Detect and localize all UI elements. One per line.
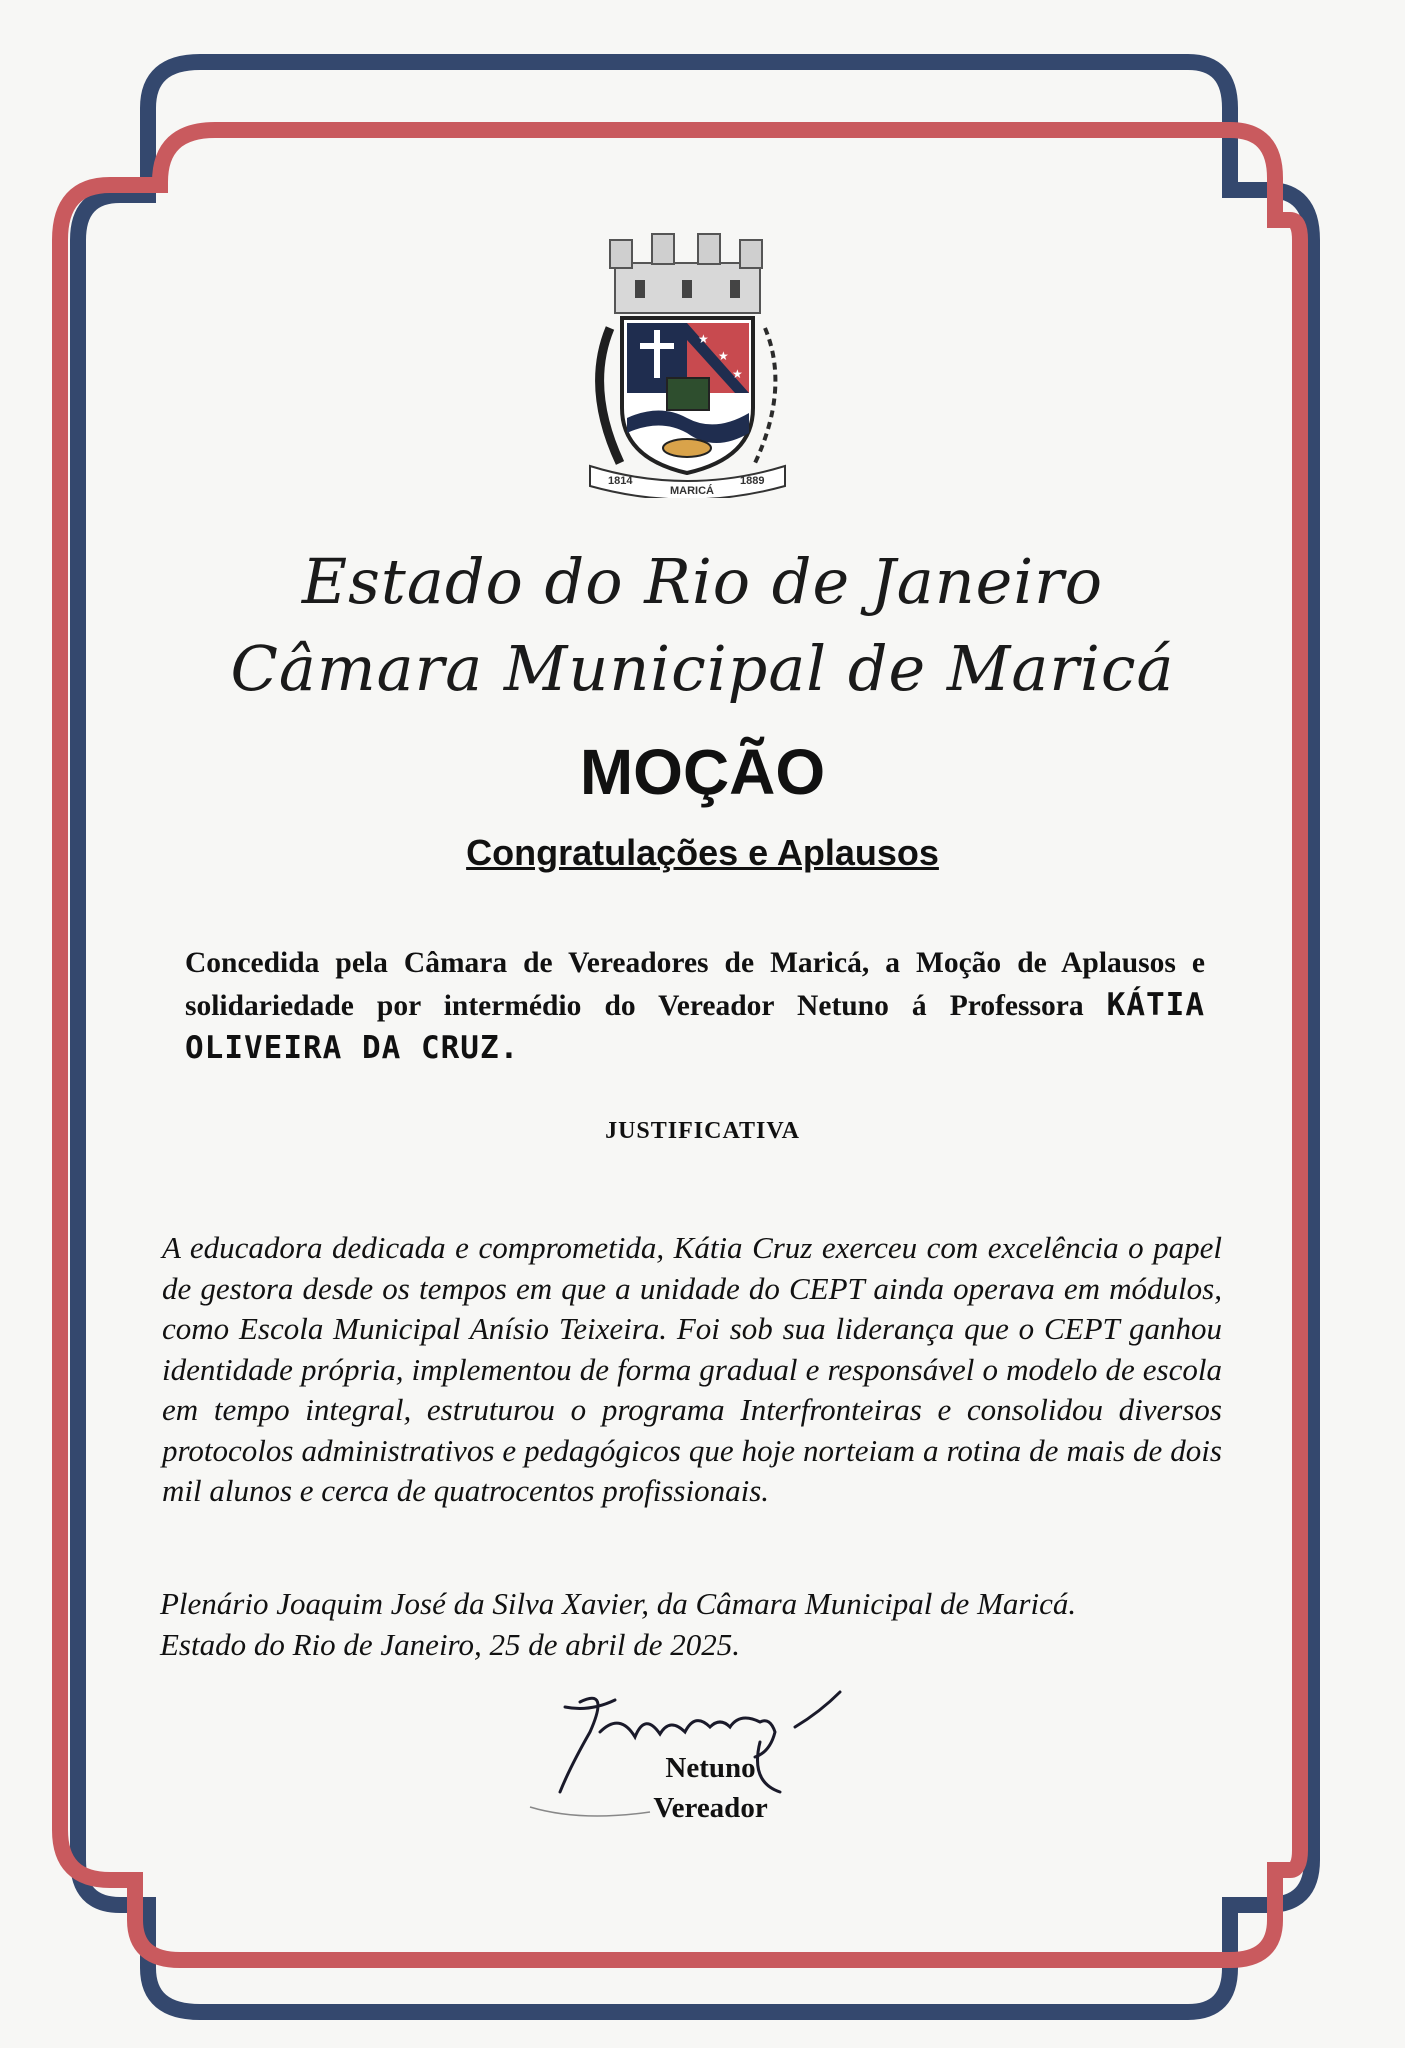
document-subtitle: Congratulações e Aplausos xyxy=(466,832,939,873)
laurel-right-icon xyxy=(755,328,775,463)
crest-year-left: 1814 xyxy=(608,475,633,487)
grant-text: Concedida pela Câmara de Vereadores de Maricá, a Moção de Aplausos e solidariedade por intermédio do Vereador Netuno á Professora xyxy=(185,947,1205,1022)
fish-icon xyxy=(663,439,711,457)
document-title: MOÇÃO xyxy=(579,736,826,808)
chamber-heading: Câmara Municipal de Maricá xyxy=(230,632,1175,705)
crest-banner-text: MARICÁ xyxy=(670,485,714,497)
closing-place: Plenário Joaquim José da Silva Xavier, da Câmara Municipal de Maricá. xyxy=(160,1586,1077,1621)
svg-text:★: ★ xyxy=(718,349,729,363)
honoree-name: KÁTIA OLIVEIRA DA CRUZ. xyxy=(185,987,1205,1066)
justification-paragraph: A educadora dedicada e comprometida, Kátia Cruz exerceu com excelência o papel de gestora desde os tempos em que a unidade do CEPT ainda operava em módulos, como Escola Municipal Anísio Teixeira. Foi sob sua liderança que o CEPT ganhou identidade própria, implementou de forma gradual e responsável o modelo de escola em tempo integral, estruturou o programa Interfronteiras e consolidou diversos protocolos administrativos e pedagógicos que hoje norteiam a rotina de mais de dois mil alunos e cerca de quatrocentos profissionais. xyxy=(162,1230,1222,1508)
crown-icon xyxy=(610,234,762,313)
crest-year-right: 1889 xyxy=(740,475,765,487)
closing-paragraph xyxy=(160,1584,1230,1665)
svg-text:★: ★ xyxy=(732,367,743,381)
municipal-crest-emblem xyxy=(570,228,805,498)
signer-role: Vereador xyxy=(653,1792,768,1824)
grant-paragraph xyxy=(185,942,1205,1070)
svg-text:★: ★ xyxy=(698,332,709,346)
justification-heading: JUSTIFICATIVA xyxy=(605,1118,800,1144)
laurel-left-icon xyxy=(600,328,620,463)
state-heading: Estado do Rio de Janeiro xyxy=(301,545,1104,618)
signer-name: Netuno xyxy=(665,1752,756,1784)
closing-date: Estado do Rio de Janeiro, 25 de abril de 2025. xyxy=(160,1626,741,1662)
helmet-icon xyxy=(667,378,709,410)
